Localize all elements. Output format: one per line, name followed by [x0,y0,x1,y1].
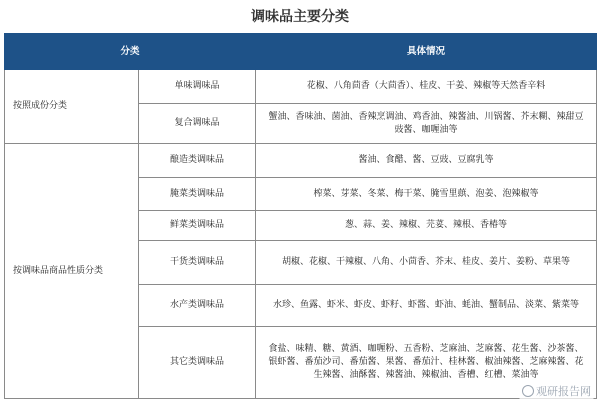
details-cell: 榨菜、芽菜、冬菜、梅干菜、腌雪里蕻、泡姜、泡辣椒等 [256,178,597,211]
details-cell: 水珍、鱼露、虾米、虾皮、虾籽、虾酱、虾油、蚝油、蟹制品、淡菜、紫菜等 [256,285,597,327]
watermark [519,382,594,400]
classification-table [4,33,597,399]
details-cell: 胡椒、花椒、干辣椒、八角、小茴香、芥末、桂皮、姜片、姜粉、草果等 [256,241,597,285]
table-header-row [5,34,597,70]
subcategory-cell: 腌菜类调味品 [139,178,256,211]
table-row [5,144,597,178]
subcategory-cell: 复合调味品 [139,104,256,144]
header-details: 具体情况 [256,34,597,70]
subcategory-cell: 酿造类调味品 [139,144,256,178]
details-cell: 蟹油、香味油、菌油、香辣烹调油、鸡香油、辣酱油、川锅酱、芥末糊、辣甜豆豉酱、咖喱油等 [256,104,597,144]
brand-logo-icon [522,385,534,397]
details-cell: 花椒、八角茴香（大茴香）、桂皮、干姜、辣椒等天然香辛料 [256,70,597,104]
watermark-text: 观研报告网 [536,385,591,398]
details-cell: 葱、蒜、姜、辣椒、芫荽、辣根、香椿等 [256,211,597,241]
group-label: 按照成份分类 [5,70,139,144]
page-title: 调味品主要分类 [251,9,349,25]
details-cell: 食盐、味精、糖、黄酒、咖喱粉、五香粉、芝麻油、芝麻酱、花生酱、沙茶酱、银虾酱、番茄沙司、番茄酱、果酱、番茄汁、桂林酱、椒油辣酱、芝麻辣酱、花生辣酱、油酥酱、辣酱油、辣椒油、香槽、红槽、菜油等 [256,327,597,399]
subcategory-cell: 单味调味品 [139,70,256,104]
table-row [5,70,597,104]
subcategory-cell: 鲜菜类调味品 [139,211,256,241]
group-label: 按调味品商品性质分类 [5,144,139,399]
subcategory-cell: 其它类调味品 [139,327,256,399]
subcategory-cell: 干货类调味品 [139,241,256,285]
details-cell: 酱油、食醋、酱、豆豉、豆腐乳等 [256,144,597,178]
header-category: 分类 [5,34,256,70]
subcategory-cell: 水产类调味品 [139,285,256,327]
